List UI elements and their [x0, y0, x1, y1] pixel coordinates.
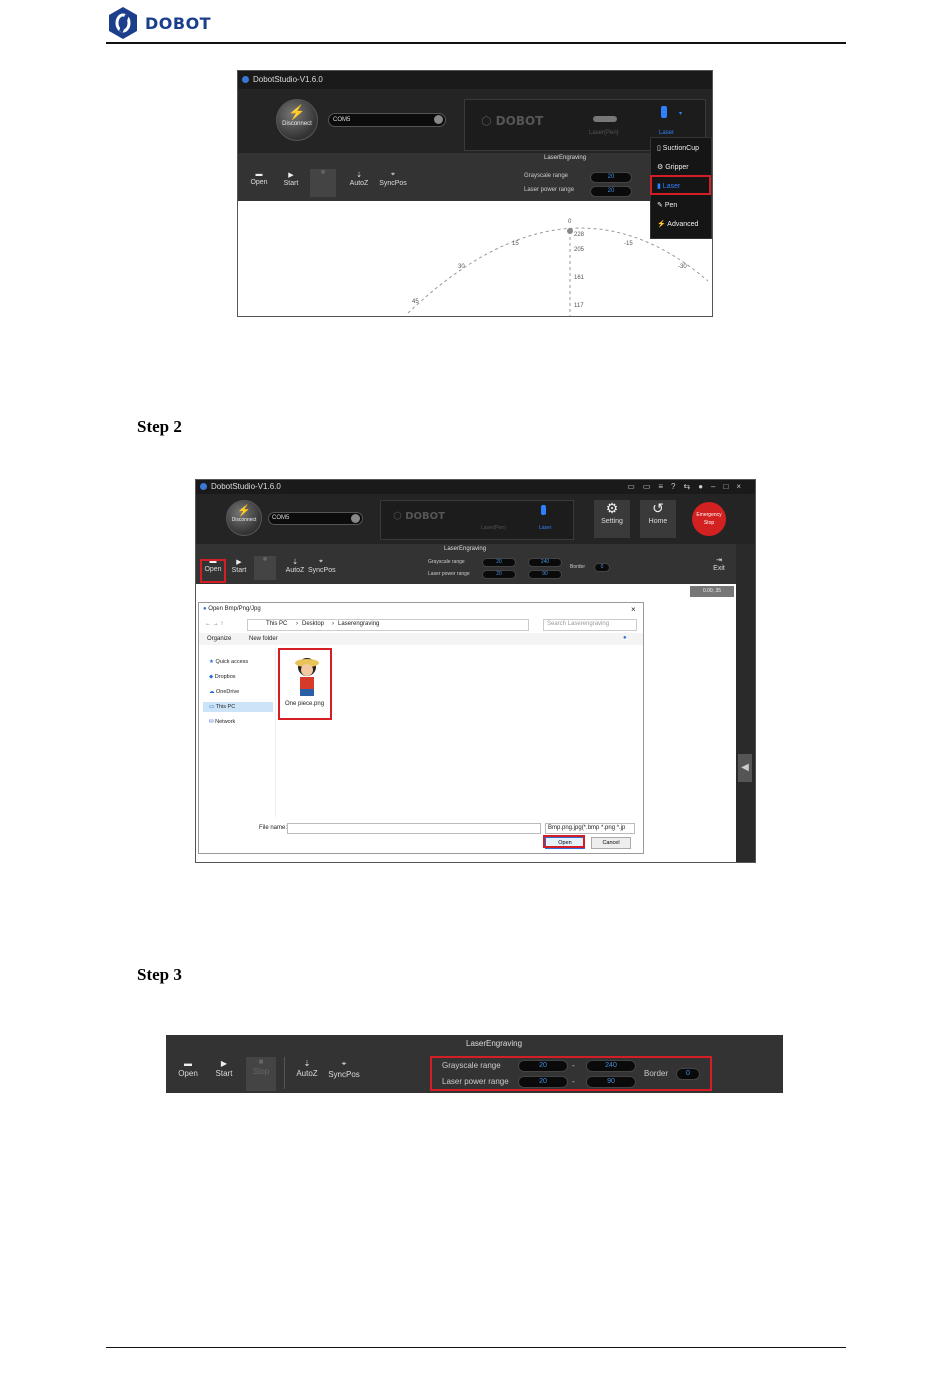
open-button[interactable]: [246, 171, 272, 186]
grayscale-label: Grayscale range: [428, 559, 465, 565]
usb-plug-icon: ⚡: [237, 505, 251, 517]
folder-icon: ▬: [184, 1059, 192, 1068]
dobot-watermark: ⬡ DOBOT: [393, 511, 445, 522]
syncpos-button[interactable]: [378, 171, 408, 187]
border-label: Border: [570, 564, 586, 570]
toolbar-divider: [284, 1057, 285, 1089]
menu-label: Advanced: [667, 221, 699, 228]
open-label: Open: [250, 179, 268, 186]
nav-quick-access[interactable]: [209, 659, 248, 665]
highlight-dialog-open: [543, 835, 585, 848]
play-icon: ▶: [236, 559, 242, 566]
radius-label-2: 205: [574, 247, 585, 253]
dobot-logo-icon: [107, 6, 139, 40]
laser-icon: ▮: [657, 183, 663, 190]
pen-icon: ✎: [657, 202, 665, 209]
coords-readout: 0.00, 35: [690, 586, 734, 597]
port-value: COM5: [272, 515, 290, 521]
header-rule: [106, 42, 846, 44]
nav-network[interactable]: [209, 719, 235, 725]
window-title: DobotStudio-V1.6.0: [211, 482, 281, 491]
menu-item-pen[interactable]: [657, 201, 677, 209]
disconnect-button[interactable]: [276, 99, 318, 141]
start-button[interactable]: [228, 558, 250, 574]
grayscale-min-input[interactable]: 20: [590, 172, 632, 183]
radius-label-4: 117: [574, 303, 584, 309]
menu-item-gripper[interactable]: [657, 163, 689, 171]
exit-icon: ⇥: [716, 557, 722, 564]
nav-dropbox[interactable]: [209, 674, 236, 680]
open-button[interactable]: [174, 1059, 202, 1078]
nav-label: OneDrive: [216, 689, 240, 695]
module-title: LaserEngraving: [444, 546, 487, 552]
dialog-close-icon[interactable]: ×: [631, 605, 636, 614]
angle-label-30: 30: [458, 264, 465, 270]
autoz-button[interactable]: [292, 1059, 322, 1078]
window-controls[interactable]: ▭▭≡?⇆●–□×: [627, 482, 749, 491]
exit-label: Exit: [713, 565, 725, 572]
app-icon: [242, 76, 249, 83]
file-name: One piece.png: [285, 701, 325, 707]
home-label: Home: [648, 518, 668, 525]
open-file-dialog: [198, 602, 644, 854]
stop-label: Stop: [252, 1067, 270, 1076]
dobot-watermark: ⬡ DOBOT: [481, 114, 544, 128]
help-icon[interactable]: ●: [623, 635, 627, 641]
nav-label: Quick access: [215, 659, 249, 665]
right-panel: [736, 544, 755, 862]
gripper-icon: ⚙: [657, 164, 666, 171]
address-bar[interactable]: [247, 619, 529, 631]
top-bar: [196, 494, 755, 544]
search-field[interactable]: [543, 619, 637, 631]
pen-holder-icon: [593, 116, 617, 122]
power-label: Laser power range: [442, 1077, 509, 1086]
angle-label-0: 0: [568, 219, 572, 225]
menu-item-suctioncup[interactable]: [657, 144, 699, 152]
stop-button[interactable]: [254, 556, 276, 580]
search-placeholder: Search Laserengraving: [547, 621, 610, 627]
organize-button[interactable]: Organize: [207, 636, 232, 642]
border-label: Border: [644, 1069, 669, 1078]
crosshair-icon: ⌖: [319, 558, 323, 565]
port-dropdown-icon: [351, 514, 360, 523]
angle-label-neg30: -30: [678, 264, 687, 270]
dropbox-icon: ◆: [209, 674, 215, 680]
menu-item-advanced[interactable]: [657, 220, 698, 228]
command-bar: [199, 633, 643, 645]
estop-label: Emergency Stop: [696, 512, 722, 526]
autoz-label: AutoZ: [296, 1069, 318, 1078]
autoz-button[interactable]: [346, 171, 372, 187]
path-separator: ›: [332, 621, 334, 627]
nav-this-pc[interactable]: [203, 702, 273, 712]
power-min-input[interactable]: 20: [518, 1076, 568, 1088]
disconnect-button[interactable]: [226, 500, 262, 536]
path-segment[interactable]: Desktop: [302, 621, 325, 627]
play-icon: ▶: [288, 172, 294, 179]
syncpos-button[interactable]: [308, 558, 334, 574]
setting-label: Setting: [601, 518, 623, 525]
stop-icon: ■: [262, 556, 268, 563]
emergency-stop-button[interactable]: [692, 502, 726, 536]
port-select[interactable]: [328, 113, 446, 127]
highlight-open-button: [200, 559, 226, 583]
grayscale-label: Grayscale range: [442, 1061, 501, 1070]
power-max-input[interactable]: 90: [528, 570, 562, 579]
radius-label-3: 161: [574, 275, 585, 281]
disconnect-label: Disconnect: [231, 517, 257, 523]
nav-onedrive[interactable]: [209, 689, 239, 695]
nav-arrows-icon[interactable]: ← → ↑: [205, 621, 224, 627]
collapse-arrow-icon[interactable]: ◀: [738, 754, 752, 782]
power-min-input[interactable]: 20: [590, 186, 632, 197]
menu-label: Laser: [662, 183, 681, 190]
laser-icon: [541, 505, 546, 515]
home-icon: ↺: [652, 500, 664, 516]
gear-icon: ⚙: [605, 500, 619, 516]
grayscale-max-input[interactable]: 240: [586, 1060, 636, 1072]
open-label: Open: [178, 1069, 198, 1078]
app-icon: [200, 483, 207, 490]
power-min-input[interactable]: 20: [482, 570, 516, 579]
path-segment[interactable]: This PC: [266, 621, 288, 627]
start-label: Start: [215, 1069, 233, 1078]
port-value: COM5: [333, 117, 351, 123]
network-icon: ⛁: [209, 719, 216, 725]
footer-rule: [106, 1347, 846, 1348]
highlight-laser-item: [650, 175, 711, 195]
grayscale-min-input[interactable]: 20: [482, 558, 516, 567]
path-separator: ›: [296, 621, 298, 627]
autoz-icon: ⇣: [292, 559, 298, 566]
filename-label: File name:: [259, 825, 288, 831]
autoz-icon: ⇣: [303, 1059, 311, 1068]
nav-label: Dropbox: [214, 674, 236, 680]
border-input[interactable]: 0: [594, 563, 610, 572]
screenshot-open-dialog: [195, 479, 756, 863]
grayscale-max-input[interactable]: 240: [528, 558, 562, 567]
filename-input[interactable]: [287, 823, 541, 834]
top-bar: [238, 89, 712, 153]
menu-label: Pen: [664, 202, 678, 209]
syncpos-label: SyncPos: [379, 180, 407, 187]
highlight-file-item: [278, 648, 332, 720]
module-title: LaserEngraving: [466, 1039, 523, 1048]
port-select[interactable]: [268, 512, 363, 525]
stop-button[interactable]: [310, 169, 336, 197]
syncpos-label: SyncPos: [328, 1070, 360, 1079]
border-input[interactable]: 0: [676, 1068, 700, 1080]
start-label: Start: [283, 180, 299, 187]
grayscale-min-input[interactable]: 20: [518, 1060, 568, 1072]
module-title: LaserEngraving: [544, 155, 587, 161]
nav-label: Network: [215, 719, 236, 725]
screenshot-laser-settings: [166, 1035, 783, 1093]
stop-button[interactable]: [246, 1057, 276, 1091]
port-dropdown-icon: [434, 115, 443, 124]
window-title: DobotStudio-V1.6.0: [253, 75, 323, 84]
workspace-arc: [238, 201, 712, 316]
computer-icon: ▭: [209, 704, 216, 710]
filetype-select[interactable]: [545, 823, 635, 834]
star-icon: ★: [209, 659, 216, 665]
cloud-icon: ☁: [209, 689, 217, 695]
autoz-label: AutoZ: [349, 180, 369, 187]
new-folder-button[interactable]: New folder: [249, 636, 278, 642]
play-icon: ▶: [220, 1059, 228, 1068]
screenshot-tool-selection: [237, 70, 713, 317]
home-button[interactable]: [640, 500, 676, 538]
autoz-button[interactable]: [284, 558, 306, 574]
tool-label: Laser: [659, 130, 675, 136]
nav-label: This PC: [215, 704, 236, 710]
folder-icon: ▬: [209, 558, 217, 565]
path-segment[interactable]: Laserengraving: [338, 621, 380, 627]
suction-icon: ▯: [657, 145, 663, 152]
power-max-input[interactable]: 90: [586, 1076, 636, 1088]
title-bar: [238, 71, 712, 89]
disconnect-label: Disconnect: [282, 121, 312, 127]
dialog-title: [203, 606, 261, 612]
start-button[interactable]: [210, 1059, 238, 1078]
dialog-icon: ●: [203, 606, 209, 612]
angle-label-15: 15: [512, 241, 519, 247]
tool-label: Laser: [539, 525, 552, 531]
nav-pane: [199, 647, 276, 817]
menu-label: Gripper: [665, 164, 689, 171]
handle-label: Laser(Pen): [589, 130, 619, 136]
syncpos-label: SyncPos: [308, 567, 336, 574]
stop-icon: ■: [258, 1057, 264, 1066]
grayscale-label: Grayscale range: [524, 173, 569, 179]
setting-button[interactable]: [594, 500, 630, 538]
workspace-canvas: [238, 201, 712, 316]
laser-toolbar: [238, 153, 712, 201]
syncpos-button[interactable]: [326, 1059, 362, 1079]
brand-name: DOBOT: [145, 14, 212, 33]
autoz-label: AutoZ: [285, 567, 305, 574]
usb-plug-icon: ⚡: [288, 104, 306, 120]
dialog-open-button[interactable]: Open: [545, 837, 585, 849]
radius-label-1: 228: [574, 232, 585, 238]
power-label: Laser power range: [524, 187, 575, 193]
range-dash: -: [572, 1061, 575, 1070]
angle-label-neg15: -15: [624, 241, 633, 247]
crosshair-icon: ⌖: [341, 1059, 347, 1068]
crosshair-icon: ⌖: [391, 171, 395, 178]
advanced-icon: ⚡: [657, 221, 668, 228]
dialog-cancel-button[interactable]: Cancel: [591, 837, 631, 849]
power-label: Laser power range: [428, 571, 470, 577]
range-dash: -: [572, 1077, 575, 1086]
angle-label-45: 45: [412, 299, 419, 305]
filetype-value: Bmp.png.jpg(*.bmp *.png *.jp: [548, 825, 626, 831]
start-button[interactable]: [278, 171, 304, 187]
laser-toolbar: [196, 544, 736, 584]
menu-label: SuctionCup: [662, 145, 699, 152]
laser-icon: [661, 106, 667, 118]
title-bar: [196, 480, 755, 494]
handle-label: Laser(Pen): [481, 525, 506, 531]
highlight-settings: [430, 1056, 712, 1091]
step-2-heading: Step 2: [137, 417, 182, 436]
step-3-heading: Step 3: [137, 965, 182, 984]
chevron-down-icon[interactable]: ▾: [679, 111, 683, 117]
start-label: Start: [231, 567, 247, 574]
exit-button[interactable]: [708, 556, 730, 572]
open-label: Open: [204, 566, 222, 573]
folder-icon: ▬: [255, 171, 263, 178]
autoz-icon: ⇣: [356, 172, 362, 179]
stop-icon: ■: [320, 169, 326, 176]
device-panel: [380, 500, 574, 540]
dialog-title-text: Open Bmp/Png/Jpg: [208, 606, 261, 612]
